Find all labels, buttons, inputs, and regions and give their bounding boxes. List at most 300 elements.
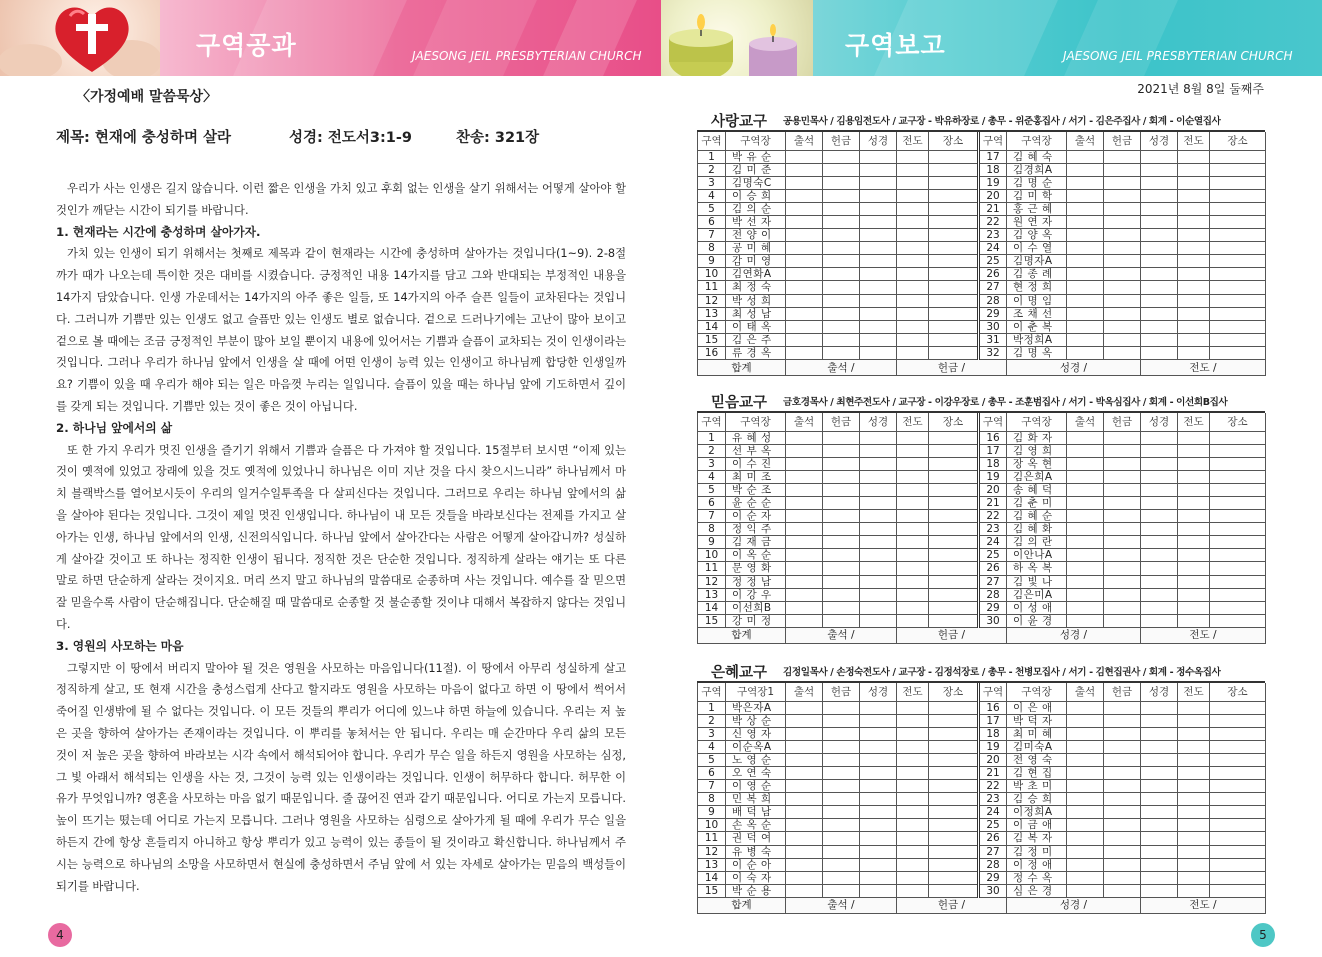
entry-cell[interactable] <box>897 562 929 575</box>
entry-cell[interactable] <box>1210 189 1266 202</box>
entry-cell[interactable] <box>897 307 929 320</box>
entry-cell[interactable] <box>1067 150 1104 163</box>
entry-cell[interactable] <box>1067 307 1104 320</box>
entry-cell[interactable] <box>1178 806 1210 819</box>
entry-cell[interactable] <box>1104 701 1141 714</box>
entry-cell[interactable] <box>1178 845 1210 858</box>
entry-cell[interactable] <box>860 510 897 523</box>
entry-cell[interactable] <box>1178 740 1210 753</box>
entry-cell[interactable] <box>929 346 979 359</box>
entry-cell[interactable] <box>897 457 929 470</box>
entry-cell[interactable] <box>1104 510 1141 523</box>
entry-cell[interactable] <box>897 588 929 601</box>
entry-cell[interactable] <box>1210 871 1266 884</box>
entry-cell[interactable] <box>860 536 897 549</box>
entry-cell[interactable] <box>1141 163 1178 176</box>
entry-cell[interactable] <box>1178 307 1210 320</box>
entry-cell[interactable] <box>786 163 823 176</box>
entry-cell[interactable] <box>929 614 979 627</box>
entry-cell[interactable] <box>1104 588 1141 601</box>
entry-cell[interactable] <box>1141 294 1178 307</box>
entry-cell[interactable] <box>1104 307 1141 320</box>
entry-cell[interactable] <box>786 845 823 858</box>
entry-cell[interactable] <box>860 229 897 242</box>
entry-cell[interactable] <box>1067 871 1104 884</box>
entry-cell[interactable] <box>1067 601 1104 614</box>
entry-cell[interactable] <box>1067 806 1104 819</box>
entry-cell[interactable] <box>860 242 897 255</box>
entry-cell[interactable] <box>929 163 979 176</box>
entry-cell[interactable] <box>1141 740 1178 753</box>
entry-cell[interactable] <box>1141 601 1178 614</box>
entry-cell[interactable] <box>1104 523 1141 536</box>
entry-cell[interactable] <box>1141 549 1178 562</box>
entry-cell[interactable] <box>897 858 929 871</box>
entry-cell[interactable] <box>1067 523 1104 536</box>
entry-cell[interactable] <box>1178 727 1210 740</box>
entry-cell[interactable] <box>1210 242 1266 255</box>
entry-cell[interactable] <box>1178 549 1210 562</box>
entry-cell[interactable] <box>860 150 897 163</box>
entry-cell[interactable] <box>897 346 929 359</box>
entry-cell[interactable] <box>1141 884 1178 897</box>
entry-cell[interactable] <box>860 549 897 562</box>
entry-cell[interactable] <box>897 780 929 793</box>
entry-cell[interactable] <box>786 457 823 470</box>
entry-cell[interactable] <box>1210 536 1266 549</box>
entry-cell[interactable] <box>786 858 823 871</box>
entry-cell[interactable] <box>1141 457 1178 470</box>
entry-cell[interactable] <box>1104 444 1141 457</box>
entry-cell[interactable] <box>1141 320 1178 333</box>
entry-cell[interactable] <box>1067 346 1104 359</box>
entry-cell[interactable] <box>823 229 860 242</box>
entry-cell[interactable] <box>929 575 979 588</box>
entry-cell[interactable] <box>823 431 860 444</box>
entry-cell[interactable] <box>1104 176 1141 189</box>
entry-cell[interactable] <box>1178 215 1210 228</box>
entry-cell[interactable] <box>1141 215 1178 228</box>
entry-cell[interactable] <box>1210 346 1266 359</box>
entry-cell[interactable] <box>786 307 823 320</box>
entry-cell[interactable] <box>1141 470 1178 483</box>
entry-cell[interactable] <box>929 307 979 320</box>
entry-cell[interactable] <box>1210 457 1266 470</box>
entry-cell[interactable] <box>1210 320 1266 333</box>
entry-cell[interactable] <box>1178 793 1210 806</box>
entry-cell[interactable] <box>786 431 823 444</box>
entry-cell[interactable] <box>929 215 979 228</box>
entry-cell[interactable] <box>1141 845 1178 858</box>
entry-cell[interactable] <box>897 150 929 163</box>
entry-cell[interactable] <box>929 333 979 346</box>
entry-cell[interactable] <box>1178 470 1210 483</box>
entry-cell[interactable] <box>1178 202 1210 215</box>
entry-cell[interactable] <box>1104 858 1141 871</box>
entry-cell[interactable] <box>1067 780 1104 793</box>
entry-cell[interactable] <box>1178 871 1210 884</box>
entry-cell[interactable] <box>1210 753 1266 766</box>
entry-cell[interactable] <box>929 189 979 202</box>
entry-cell[interactable] <box>786 510 823 523</box>
entry-cell[interactable] <box>1141 766 1178 779</box>
entry-cell[interactable] <box>1178 483 1210 496</box>
entry-cell[interactable] <box>1104 150 1141 163</box>
entry-cell[interactable] <box>1067 320 1104 333</box>
entry-cell[interactable] <box>1178 457 1210 470</box>
entry-cell[interactable] <box>1104 294 1141 307</box>
entry-cell[interactable] <box>1104 871 1141 884</box>
entry-cell[interactable] <box>823 320 860 333</box>
entry-cell[interactable] <box>823 307 860 320</box>
entry-cell[interactable] <box>823 884 860 897</box>
entry-cell[interactable] <box>860 496 897 509</box>
entry-cell[interactable] <box>786 793 823 806</box>
entry-cell[interactable] <box>1104 255 1141 268</box>
entry-cell[interactable] <box>929 858 979 871</box>
entry-cell[interactable] <box>929 294 979 307</box>
entry-cell[interactable] <box>1067 333 1104 346</box>
entry-cell[interactable] <box>860 444 897 457</box>
entry-cell[interactable] <box>1141 832 1178 845</box>
entry-cell[interactable] <box>897 176 929 189</box>
entry-cell[interactable] <box>1141 242 1178 255</box>
entry-cell[interactable] <box>823 163 860 176</box>
entry-cell[interactable] <box>929 510 979 523</box>
entry-cell[interactable] <box>860 294 897 307</box>
entry-cell[interactable] <box>897 444 929 457</box>
entry-cell[interactable] <box>1067 819 1104 832</box>
entry-cell[interactable] <box>823 819 860 832</box>
entry-cell[interactable] <box>1178 614 1210 627</box>
entry-cell[interactable] <box>1104 470 1141 483</box>
entry-cell[interactable] <box>929 320 979 333</box>
entry-cell[interactable] <box>929 150 979 163</box>
entry-cell[interactable] <box>823 150 860 163</box>
entry-cell[interactable] <box>860 766 897 779</box>
entry-cell[interactable] <box>1178 242 1210 255</box>
entry-cell[interactable] <box>823 444 860 457</box>
entry-cell[interactable] <box>786 832 823 845</box>
entry-cell[interactable] <box>786 215 823 228</box>
entry-cell[interactable] <box>1178 832 1210 845</box>
entry-cell[interactable] <box>1178 884 1210 897</box>
entry-cell[interactable] <box>1104 601 1141 614</box>
entry-cell[interactable] <box>786 601 823 614</box>
entry-cell[interactable] <box>823 496 860 509</box>
entry-cell[interactable] <box>1178 714 1210 727</box>
entry-cell[interactable] <box>1210 229 1266 242</box>
entry-cell[interactable] <box>1104 562 1141 575</box>
entry-cell[interactable] <box>929 740 979 753</box>
entry-cell[interactable] <box>786 714 823 727</box>
entry-cell[interactable] <box>860 871 897 884</box>
entry-cell[interactable] <box>897 163 929 176</box>
entry-cell[interactable] <box>786 871 823 884</box>
entry-cell[interactable] <box>1141 753 1178 766</box>
entry-cell[interactable] <box>1141 714 1178 727</box>
entry-cell[interactable] <box>1104 780 1141 793</box>
entry-cell[interactable] <box>1178 588 1210 601</box>
entry-cell[interactable] <box>823 523 860 536</box>
entry-cell[interactable] <box>1067 845 1104 858</box>
entry-cell[interactable] <box>1141 444 1178 457</box>
entry-cell[interactable] <box>1178 523 1210 536</box>
entry-cell[interactable] <box>823 588 860 601</box>
entry-cell[interactable] <box>1210 176 1266 189</box>
entry-cell[interactable] <box>897 229 929 242</box>
entry-cell[interactable] <box>1178 780 1210 793</box>
entry-cell[interactable] <box>929 496 979 509</box>
entry-cell[interactable] <box>786 562 823 575</box>
entry-cell[interactable] <box>1067 229 1104 242</box>
entry-cell[interactable] <box>860 281 897 294</box>
entry-cell[interactable] <box>929 242 979 255</box>
entry-cell[interactable] <box>1178 431 1210 444</box>
entry-cell[interactable] <box>823 176 860 189</box>
entry-cell[interactable] <box>1104 189 1141 202</box>
entry-cell[interactable] <box>1141 431 1178 444</box>
entry-cell[interactable] <box>860 562 897 575</box>
entry-cell[interactable] <box>897 549 929 562</box>
entry-cell[interactable] <box>1067 766 1104 779</box>
entry-cell[interactable] <box>1210 307 1266 320</box>
entry-cell[interactable] <box>1141 496 1178 509</box>
entry-cell[interactable] <box>1141 793 1178 806</box>
entry-cell[interactable] <box>1210 510 1266 523</box>
entry-cell[interactable] <box>1067 575 1104 588</box>
entry-cell[interactable] <box>929 793 979 806</box>
entry-cell[interactable] <box>929 727 979 740</box>
entry-cell[interactable] <box>786 176 823 189</box>
entry-cell[interactable] <box>786 202 823 215</box>
entry-cell[interactable] <box>1104 753 1141 766</box>
entry-cell[interactable] <box>1104 714 1141 727</box>
entry-cell[interactable] <box>929 806 979 819</box>
entry-cell[interactable] <box>823 510 860 523</box>
entry-cell[interactable] <box>1104 431 1141 444</box>
entry-cell[interactable] <box>1141 189 1178 202</box>
entry-cell[interactable] <box>860 483 897 496</box>
entry-cell[interactable] <box>1104 202 1141 215</box>
entry-cell[interactable] <box>1067 549 1104 562</box>
entry-cell[interactable] <box>860 470 897 483</box>
entry-cell[interactable] <box>786 523 823 536</box>
entry-cell[interactable] <box>1210 431 1266 444</box>
entry-cell[interactable] <box>1178 255 1210 268</box>
entry-cell[interactable] <box>1104 496 1141 509</box>
entry-cell[interactable] <box>1178 444 1210 457</box>
entry-cell[interactable] <box>1210 444 1266 457</box>
entry-cell[interactable] <box>860 793 897 806</box>
entry-cell[interactable] <box>860 780 897 793</box>
entry-cell[interactable] <box>860 320 897 333</box>
entry-cell[interactable] <box>897 871 929 884</box>
entry-cell[interactable] <box>860 307 897 320</box>
entry-cell[interactable] <box>1067 255 1104 268</box>
entry-cell[interactable] <box>1067 294 1104 307</box>
entry-cell[interactable] <box>897 496 929 509</box>
entry-cell[interactable] <box>1104 793 1141 806</box>
entry-cell[interactable] <box>929 483 979 496</box>
entry-cell[interactable] <box>929 714 979 727</box>
entry-cell[interactable] <box>860 176 897 189</box>
entry-cell[interactable] <box>1210 294 1266 307</box>
entry-cell[interactable] <box>1178 189 1210 202</box>
entry-cell[interactable] <box>1067 753 1104 766</box>
entry-cell[interactable] <box>1178 766 1210 779</box>
entry-cell[interactable] <box>1104 806 1141 819</box>
entry-cell[interactable] <box>1210 255 1266 268</box>
entry-cell[interactable] <box>786 740 823 753</box>
entry-cell[interactable] <box>1141 202 1178 215</box>
entry-cell[interactable] <box>1210 832 1266 845</box>
entry-cell[interactable] <box>1210 819 1266 832</box>
entry-cell[interactable] <box>1141 819 1178 832</box>
entry-cell[interactable] <box>860 457 897 470</box>
entry-cell[interactable] <box>823 346 860 359</box>
entry-cell[interactable] <box>823 281 860 294</box>
entry-cell[interactable] <box>1141 229 1178 242</box>
entry-cell[interactable] <box>786 444 823 457</box>
entry-cell[interactable] <box>1067 562 1104 575</box>
entry-cell[interactable] <box>897 431 929 444</box>
entry-cell[interactable] <box>823 457 860 470</box>
entry-cell[interactable] <box>1178 575 1210 588</box>
entry-cell[interactable] <box>786 727 823 740</box>
entry-cell[interactable] <box>1067 510 1104 523</box>
entry-cell[interactable] <box>786 884 823 897</box>
entry-cell[interactable] <box>860 268 897 281</box>
entry-cell[interactable] <box>860 431 897 444</box>
entry-cell[interactable] <box>1067 242 1104 255</box>
entry-cell[interactable] <box>897 884 929 897</box>
entry-cell[interactable] <box>860 714 897 727</box>
entry-cell[interactable] <box>897 845 929 858</box>
entry-cell[interactable] <box>823 575 860 588</box>
entry-cell[interactable] <box>1210 562 1266 575</box>
entry-cell[interactable] <box>860 806 897 819</box>
entry-cell[interactable] <box>1067 268 1104 281</box>
entry-cell[interactable] <box>1104 549 1141 562</box>
entry-cell[interactable] <box>1104 766 1141 779</box>
entry-cell[interactable] <box>929 562 979 575</box>
entry-cell[interactable] <box>929 780 979 793</box>
entry-cell[interactable] <box>897 255 929 268</box>
entry-cell[interactable] <box>823 858 860 871</box>
entry-cell[interactable] <box>1210 523 1266 536</box>
entry-cell[interactable] <box>1178 268 1210 281</box>
entry-cell[interactable] <box>860 701 897 714</box>
entry-cell[interactable] <box>1067 884 1104 897</box>
entry-cell[interactable] <box>929 268 979 281</box>
entry-cell[interactable] <box>786 753 823 766</box>
entry-cell[interactable] <box>929 601 979 614</box>
entry-cell[interactable] <box>1210 549 1266 562</box>
entry-cell[interactable] <box>1104 215 1141 228</box>
entry-cell[interactable] <box>1141 562 1178 575</box>
entry-cell[interactable] <box>929 229 979 242</box>
entry-cell[interactable] <box>1141 281 1178 294</box>
entry-cell[interactable] <box>786 588 823 601</box>
entry-cell[interactable] <box>1141 871 1178 884</box>
entry-cell[interactable] <box>1178 176 1210 189</box>
entry-cell[interactable] <box>1104 575 1141 588</box>
entry-cell[interactable] <box>860 884 897 897</box>
entry-cell[interactable] <box>823 793 860 806</box>
entry-cell[interactable] <box>786 189 823 202</box>
entry-cell[interactable] <box>1178 601 1210 614</box>
entry-cell[interactable] <box>823 740 860 753</box>
entry-cell[interactable] <box>1104 229 1141 242</box>
entry-cell[interactable] <box>823 714 860 727</box>
entry-cell[interactable] <box>786 549 823 562</box>
entry-cell[interactable] <box>897 242 929 255</box>
entry-cell[interactable] <box>1104 740 1141 753</box>
entry-cell[interactable] <box>1210 333 1266 346</box>
entry-cell[interactable] <box>1210 884 1266 897</box>
entry-cell[interactable] <box>1141 176 1178 189</box>
entry-cell[interactable] <box>786 281 823 294</box>
entry-cell[interactable] <box>1067 614 1104 627</box>
entry-cell[interactable] <box>823 601 860 614</box>
entry-cell[interactable] <box>823 562 860 575</box>
entry-cell[interactable] <box>1178 346 1210 359</box>
entry-cell[interactable] <box>1210 483 1266 496</box>
entry-cell[interactable] <box>1210 845 1266 858</box>
entry-cell[interactable] <box>1067 163 1104 176</box>
entry-cell[interactable] <box>823 215 860 228</box>
entry-cell[interactable] <box>1104 320 1141 333</box>
entry-cell[interactable] <box>1141 858 1178 871</box>
entry-cell[interactable] <box>1104 268 1141 281</box>
entry-cell[interactable] <box>860 727 897 740</box>
entry-cell[interactable] <box>823 871 860 884</box>
entry-cell[interactable] <box>786 496 823 509</box>
entry-cell[interactable] <box>929 753 979 766</box>
entry-cell[interactable] <box>1067 701 1104 714</box>
entry-cell[interactable] <box>786 255 823 268</box>
entry-cell[interactable] <box>786 766 823 779</box>
entry-cell[interactable] <box>1141 268 1178 281</box>
entry-cell[interactable] <box>897 281 929 294</box>
entry-cell[interactable] <box>1141 806 1178 819</box>
entry-cell[interactable] <box>1210 780 1266 793</box>
entry-cell[interactable] <box>1210 806 1266 819</box>
entry-cell[interactable] <box>786 536 823 549</box>
entry-cell[interactable] <box>1104 832 1141 845</box>
entry-cell[interactable] <box>823 806 860 819</box>
entry-cell[interactable] <box>1104 333 1141 346</box>
entry-cell[interactable] <box>860 601 897 614</box>
entry-cell[interactable] <box>1178 819 1210 832</box>
entry-cell[interactable] <box>1067 714 1104 727</box>
entry-cell[interactable] <box>860 845 897 858</box>
entry-cell[interactable] <box>1067 281 1104 294</box>
entry-cell[interactable] <box>1067 536 1104 549</box>
entry-cell[interactable] <box>1178 333 1210 346</box>
entry-cell[interactable] <box>786 346 823 359</box>
entry-cell[interactable] <box>1141 727 1178 740</box>
entry-cell[interactable] <box>786 575 823 588</box>
entry-cell[interactable] <box>929 202 979 215</box>
entry-cell[interactable] <box>1067 740 1104 753</box>
entry-cell[interactable] <box>823 780 860 793</box>
entry-cell[interactable] <box>1141 523 1178 536</box>
entry-cell[interactable] <box>1104 346 1141 359</box>
entry-cell[interactable] <box>929 523 979 536</box>
entry-cell[interactable] <box>897 536 929 549</box>
